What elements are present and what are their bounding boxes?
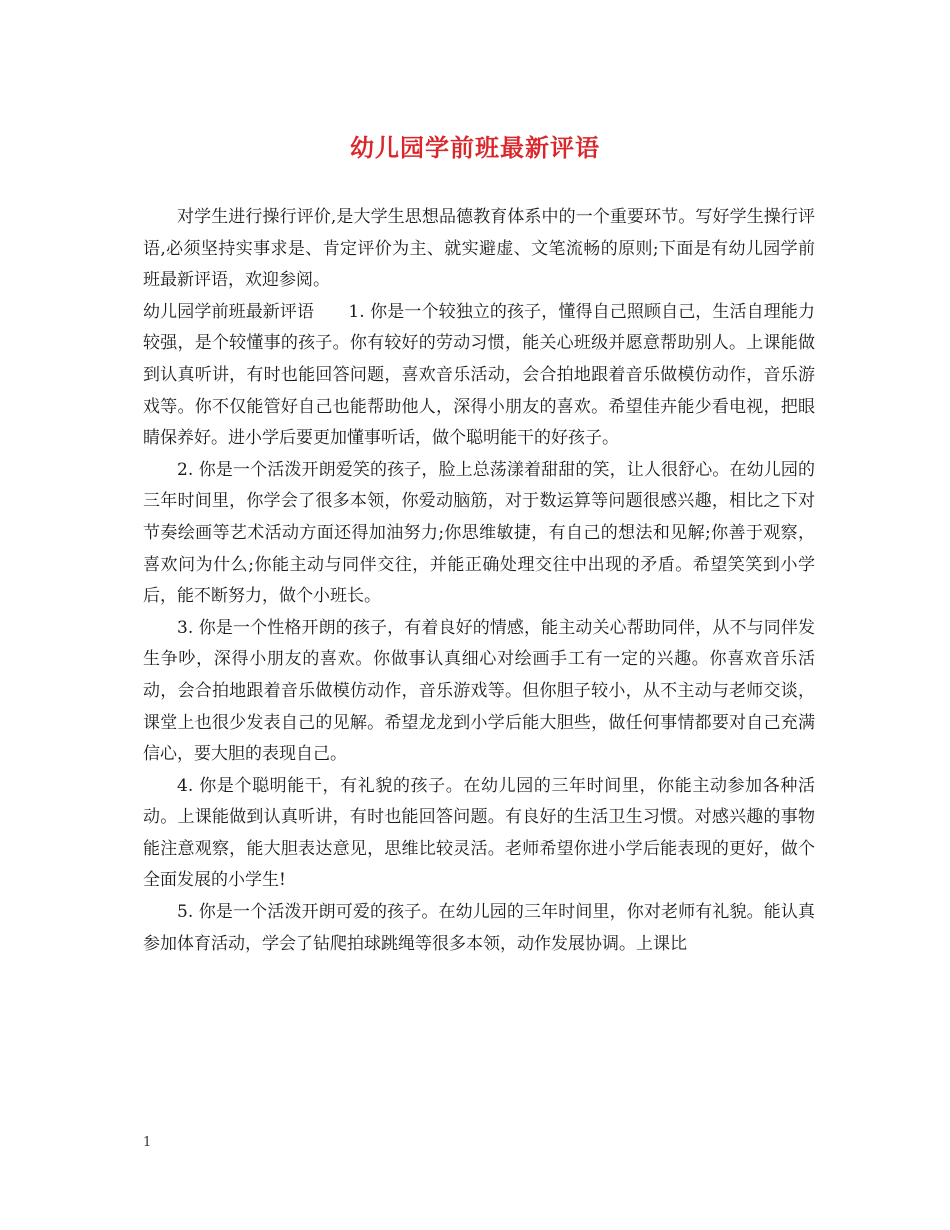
document-title: 幼儿园学前班最新评语 [350,133,600,162]
comment-paragraph-2: 2. 你是一个活泼开朗爱笑的孩子，脸上总荡漾着甜甜的笑，让人很舒心。在幼儿园的三年时间里，你学会了很多本领，你爱动脑筋，对于数运算等问题很感兴趣，相比之下对节奏绘画等艺术活动方面还得加油努力;你思维敏捷，有自己的想法和见解;你善于观察，喜欢问为什么;你能主动与同伴交往，并能正确处理交往中出现的矛盾。希望笑笑到小学后，能不断努力，做个小班长。 [143,459,815,607]
comment-paragraph-5: 5. 你是一个活泼开朗可爱的孩子。在幼儿园的三年时间里，你对老师有礼貌。能认真参加体育活动，学会了钻爬拍球跳绳等很多本领，动作发展协调。上课比 [143,902,815,954]
page-number: 1 [143,1135,152,1150]
comment-paragraph-4: 4. 你是个聪明能干，有礼貌的孩子。在幼儿园的三年时间里，你能主动参加各种活动。上课能做到认真听讲，有时也能回答问题。有良好的生活卫生习惯。对感兴趣的事物能注意观察，能大胆表达意见，思维比较灵活。老师希望你进小学后能表现的更好，做个全面发展的小学生! [143,775,815,891]
comment-paragraph-3: 3. 你是一个性格开朗的孩子，有着良好的情感，能主动关心帮助同伴，从不与同伴发生争吵，深得小朋友的喜欢。你做事认真细心对绘画手工有一定的兴趣。你喜欢音乐活动，会合拍地跟着音乐做模仿动作，音乐游戏等。但你胆子较小，从不主动与老师交谈，课堂上也很少发表自己的见解。希望龙龙到小学后能大胆些，做任何事情都要对自己充满信心，要大胆的表现自己。 [143,617,815,765]
intro-paragraph: 对学生进行操行评价,是大学生思想品德教育体系中的一个重要环节。写好学生操行评语,必须坚持实事求是、肯定评价为主、就实避虚、文笔流畅的原则;下面是有幼儿园学前班最新评语，欢迎参阅。 [143,207,815,291]
comment-paragraph-1: 幼儿园学前班最新评语 1. 你是一个较独立的孩子，懂得自己照顾自己，生活自理能力较强，是个较懂事的孩子。你有较好的劳动习惯，能关心班级并愿意帮助别人。上课能做到认真听讲，有时也能回答问题，喜欢音乐活动，会合拍地跟着音乐做模仿动作，音乐游戏等。你不仅能管好自己也能帮助他人，深得小朋友的喜欢。希望佳卉能少看电视，把眼睛保养好。进小学后要更加懂事听话，做个聪明能干的好孩子。 [143,301,815,449]
document-body [143,202,815,960]
